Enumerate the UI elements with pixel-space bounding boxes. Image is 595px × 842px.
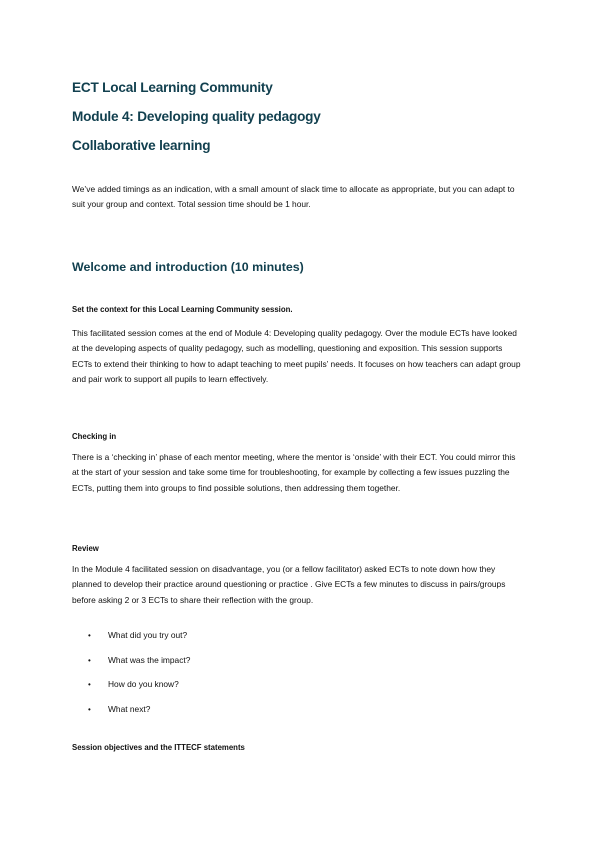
context-paragraph: This facilitated session comes at the end of Module 4: Developing quality pedagogy. Over the module ECTs have looked at the developing aspects of quality pedagogy, such as modelling, questioning and exposition. This session supports ECTs to extend their thinking to how to adapt teaching to meet pupils’ needs. It focuses on how teachers can adapt group and pair work to support all pupils to learn effectively. [72, 328, 521, 384]
doc-title-line-1: ECT Local Learning Community [72, 80, 273, 95]
list-item-text: What was the impact? [108, 654, 191, 665]
section-heading-welcome: Welcome and introduction (10 minutes) [72, 260, 304, 274]
list-item-text: What did you try out? [108, 630, 188, 640]
bullet-icon: • [88, 655, 91, 665]
doc-title-line-2: Module 4: Developing quality pedagogy [72, 109, 321, 124]
checkin-subheading: Checking in [72, 432, 117, 441]
list-item [88, 628, 190, 653]
list-item [88, 702, 190, 727]
review-paragraph: In the Module 4 facilitated session on disadvantage, you (or a fellow facilitator) asked ECTs to note down how they planned to develop their practice around questioning or practice . Give ECTs a few minutes to discuss in pairs/groups before asking 2 or 3 ECTs to share their reflection with the group. [72, 564, 506, 605]
bullet-icon: • [88, 704, 91, 714]
list-item [88, 677, 190, 702]
checkin-paragraph: There is a ‘checking in’ phase of each mentor meeting, where the mentor is ‘onside’ with their ECT. You could mirror this at the start of your session and take some time for troubleshooting, for example by collecting a few issues puzzling the ECTs, putting them into groups to find possible solutions, then addressing them together. [72, 452, 516, 493]
objectives-subheading: Session objectives and the ITTECF statements [72, 743, 245, 752]
doc-title-line-3: Collaborative learning [72, 138, 211, 153]
bullet-icon: • [88, 631, 91, 640]
review-question-list [88, 628, 190, 726]
context-subheading: Set the context for this Local Learning Community session. [72, 305, 293, 314]
intro-paragraph: We’ve added timings as an indication, with a small amount of slack time to allocate as appropriate, but you can adapt to suit your group and context. Total session time should be 1 hour. [72, 184, 515, 210]
review-subheading: Review [72, 544, 99, 553]
bullet-icon: • [88, 680, 91, 689]
list-item-text: What next? [108, 703, 151, 714]
list-item-text: How do you know? [108, 679, 179, 689]
list-item [88, 653, 190, 678]
